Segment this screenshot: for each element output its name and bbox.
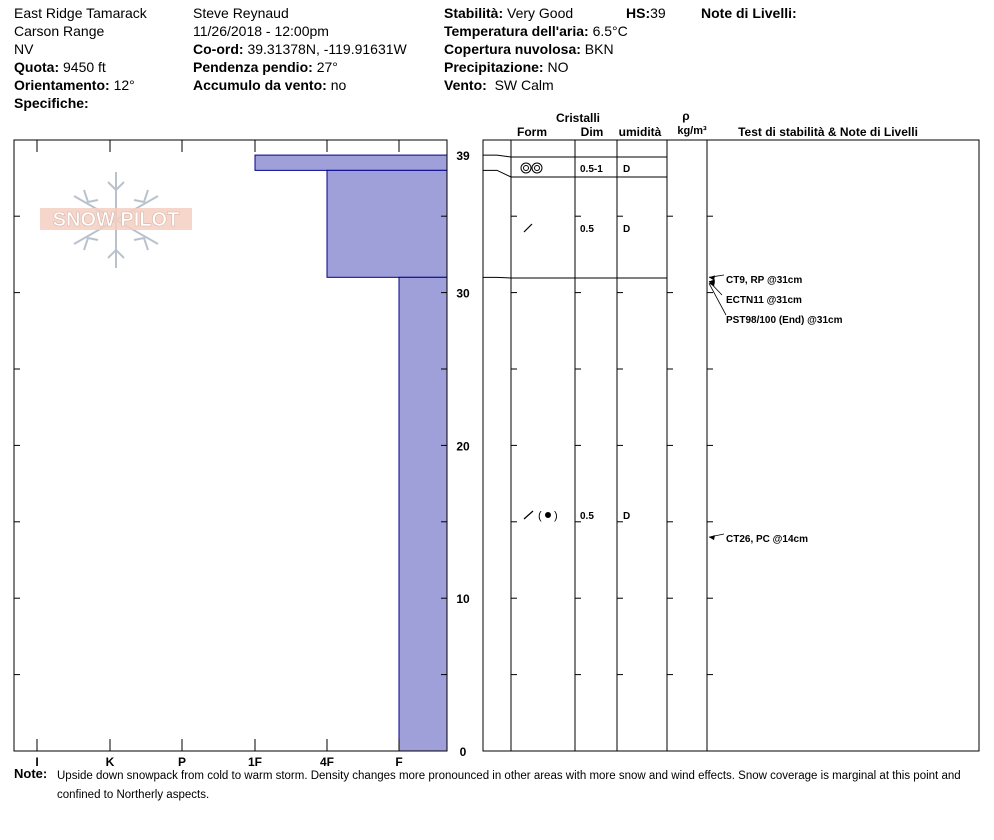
- arrow-head-icon: [709, 535, 715, 540]
- location-name: East Ridge Tamarack: [14, 5, 147, 21]
- facet-slash-icon: [524, 224, 532, 232]
- observation-datetime: 11/26/2018 - 12:00pm: [193, 23, 329, 39]
- hardness-label-F: F: [395, 755, 403, 769]
- paren-close-icon: ): [554, 510, 558, 522]
- layer-size: 0.5: [580, 511, 594, 522]
- wind-label: Vento:: [444, 77, 487, 93]
- test-note-text: CT9, RP @31cm: [726, 275, 803, 286]
- moisture-header: umidità: [618, 125, 662, 139]
- arrow-head-icon: [709, 275, 715, 280]
- density-symbol: ρ: [682, 109, 690, 123]
- air-temp-value: 6.5°C: [592, 23, 628, 39]
- aspect-label: Orientamento:: [14, 77, 110, 93]
- hardness-bars: [255, 155, 447, 751]
- hardness-label-K: K: [105, 755, 115, 769]
- wind-loading-value: no: [330, 77, 347, 93]
- layer-moisture: D: [623, 164, 631, 175]
- hardness-bar-0: [255, 155, 447, 170]
- note-label: Note:: [14, 766, 48, 781]
- hardness-label-P: P: [177, 755, 187, 769]
- stability-label: Stabilità:: [444, 5, 504, 21]
- state: NV: [14, 41, 34, 57]
- left-depth-ticks: [14, 216, 447, 674]
- test-note-text: CT26, PC @14cm: [726, 534, 809, 545]
- facet-slash-icon: [524, 511, 533, 519]
- wind-value: SW Calm: [494, 77, 554, 93]
- grain-circle-inner-icon: [524, 166, 529, 171]
- round-grain-dot-icon: [545, 512, 551, 518]
- hs-value: 39: [650, 5, 666, 21]
- layer-table-frame: [483, 140, 979, 751]
- stability-value: Very Good: [507, 5, 574, 21]
- aspect-value: 12°: [113, 77, 135, 93]
- grain-circle-inner-icon: [535, 166, 540, 171]
- layer-row-0: [521, 163, 630, 175]
- precip-label: Precipitazione:: [444, 59, 544, 75]
- slope-label: Pendenza pendio:: [193, 59, 313, 75]
- test-note-text: PST98/100 (End) @31cm: [726, 315, 843, 326]
- crystals-header: Cristalli: [555, 111, 601, 125]
- layer-moisture: D: [623, 511, 631, 522]
- logo-text: SNOW PILOT: [52, 209, 180, 231]
- observer-name: Steve Reynaud: [193, 5, 289, 21]
- air-temp-label: Temperatura dell'aria:: [444, 23, 589, 39]
- form-header: Form: [517, 125, 547, 139]
- stability-test-notes: [709, 275, 843, 545]
- depth-label-39: 39: [456, 149, 470, 164]
- size-header: Dim: [580, 125, 604, 139]
- hardness-label-1F: 1F: [247, 755, 263, 769]
- test-note-0: [709, 275, 802, 286]
- test-note-text: ECTN11 @31cm: [726, 295, 802, 306]
- specifics-label: Specifiche:: [14, 95, 89, 111]
- coord-value: 39.31378N, -119.91631W: [247, 41, 407, 57]
- elevation-label: Quota:: [14, 59, 60, 75]
- hardness-label-I: I: [35, 755, 39, 769]
- depth-axis: [456, 149, 470, 759]
- layer-rows: [521, 163, 630, 522]
- test-note-3: [709, 534, 808, 545]
- layer-moisture: D: [623, 224, 631, 235]
- layer-size: 0.5-1: [580, 164, 603, 175]
- coord-label: Co-ord:: [193, 41, 244, 57]
- depth-label-20: 20: [456, 439, 470, 454]
- test-arrow-line: [709, 283, 726, 315]
- tests-header: Test di stabilità & Note di Livelli: [738, 125, 918, 139]
- note-text: Upside down snowpack from cold to warm storm. Density changes more pronounced in other areas with more snow and wind effects. Snow coverage is marginal at this point and confined to Northerly aspects.: [57, 770, 961, 801]
- layer-size: 0.5: [580, 224, 594, 235]
- slope-value: 27°: [316, 59, 338, 75]
- hardness-bar-2: [399, 277, 447, 751]
- layer-table: [483, 109, 979, 751]
- layer-row-2: [524, 510, 630, 522]
- cloud-label: Copertura nuvolosa:: [444, 41, 581, 57]
- wind-loading-label: Accumulo da vento:: [193, 77, 327, 93]
- cloud-value: BKN: [584, 41, 614, 57]
- hs-label: HS:: [626, 5, 651, 21]
- paren-open-icon: (: [538, 510, 542, 522]
- layer-row-1: [524, 224, 630, 235]
- snowpilot-logo: [40, 172, 192, 268]
- hardness-label-4F: 4F: [319, 755, 335, 769]
- precip-value: NO: [547, 59, 569, 75]
- hardness-plot: [14, 140, 447, 769]
- layer-notes-label: Note di Livelli:: [701, 5, 797, 21]
- table-depth-ticks: [511, 216, 713, 674]
- depth-label-0: 0: [459, 745, 467, 759]
- depth-label-30: 30: [456, 286, 470, 301]
- hardness-bar-1: [327, 170, 447, 277]
- depth-label-10: 10: [456, 592, 470, 607]
- mountain-range: Carson Range: [14, 23, 105, 39]
- grain-circle-icon: [532, 163, 542, 173]
- grain-circle-icon: [521, 163, 531, 173]
- elevation-value: 9450 ft: [63, 59, 106, 75]
- density-unit: kg/m³: [677, 125, 707, 137]
